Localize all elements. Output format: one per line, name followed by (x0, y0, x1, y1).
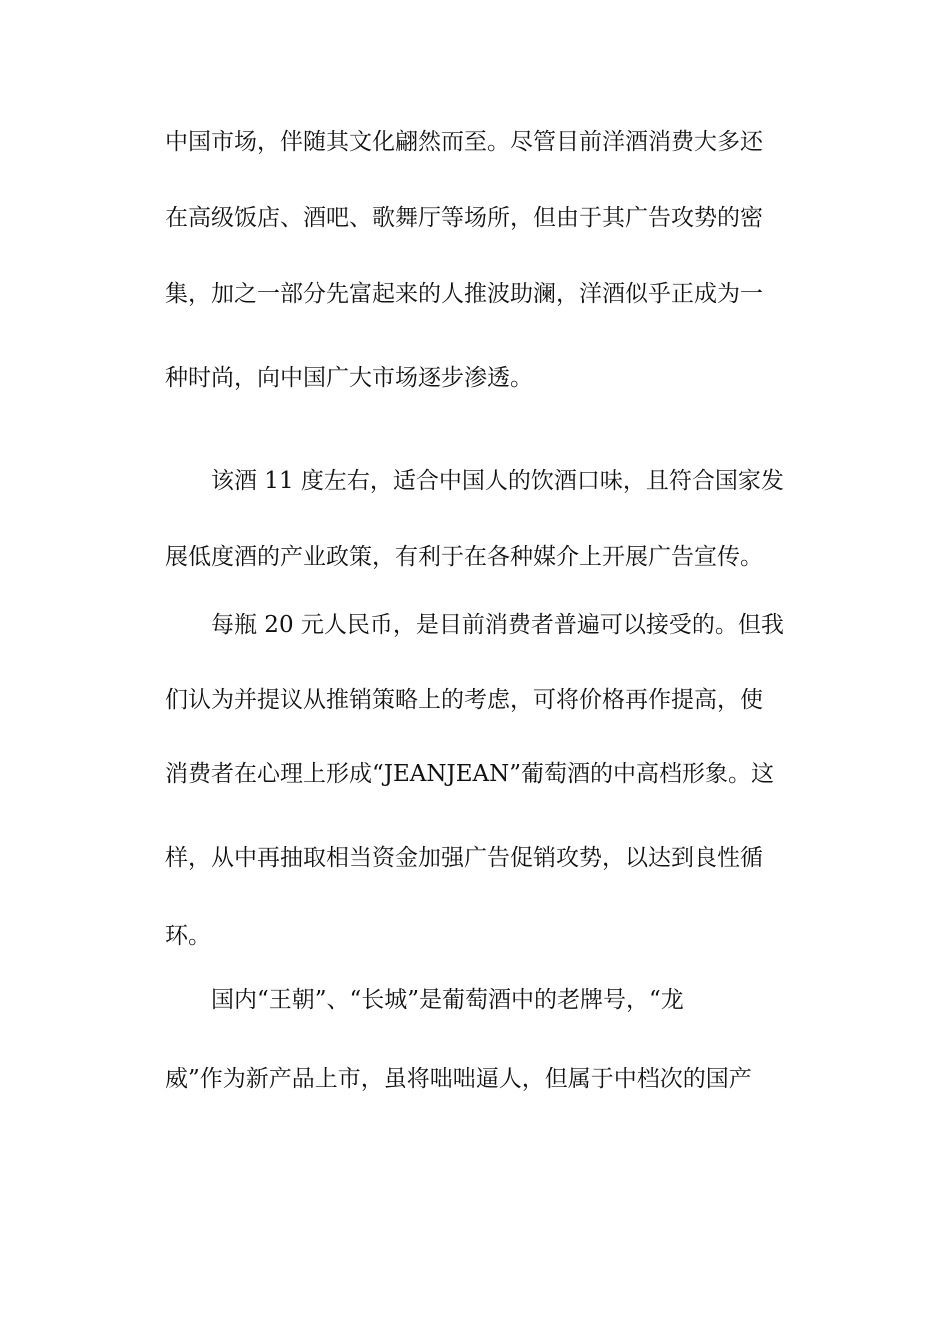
text-line: 威”作为新产品上市，虽将咄咄逼人，但属于中档次的国产 (165, 1066, 752, 1092)
text-line: 中国市场，伴随其文化翩然而至。尽管目前洋酒消费大多还 (165, 129, 763, 155)
text-line: 们认为并提议从推销策略上的考虑，可将价格再作提高，使 (165, 687, 763, 713)
paragraph-first-line: 每瓶 20 元人民币，是目前消费者普遍可以接受的。但我 (211, 612, 784, 638)
text-line: 消费者在心理上形成“JEANJEAN”葡萄酒的中高档形象。这 (165, 761, 775, 787)
text-line: 在高级饭店、酒吧、歌舞厅等场所，但由于其广告攻势的密 (165, 205, 763, 231)
paragraph-first-line: 国内“王朝”、“长城”是葡萄酒中的老牌号，“龙 (211, 987, 684, 1013)
text-line: 集，加之一部分先富起来的人推波助澜，洋酒似乎正成为一 (165, 281, 763, 307)
text-line: 展低度酒的产业政策，有利于在各种媒介上开展广告宣传。 (165, 544, 763, 570)
paragraph-first-line: 该酒 11 度左右，适合中国人的饮酒口味，且符合国家发 (211, 468, 784, 494)
text-line: 环。 (165, 923, 211, 949)
text-line: 种时尚，向中国广大市场逐步渗透。 (165, 365, 533, 391)
text-line: 样，从中再抽取相当资金加强广告促销攻势，以达到良性循 (165, 845, 763, 871)
